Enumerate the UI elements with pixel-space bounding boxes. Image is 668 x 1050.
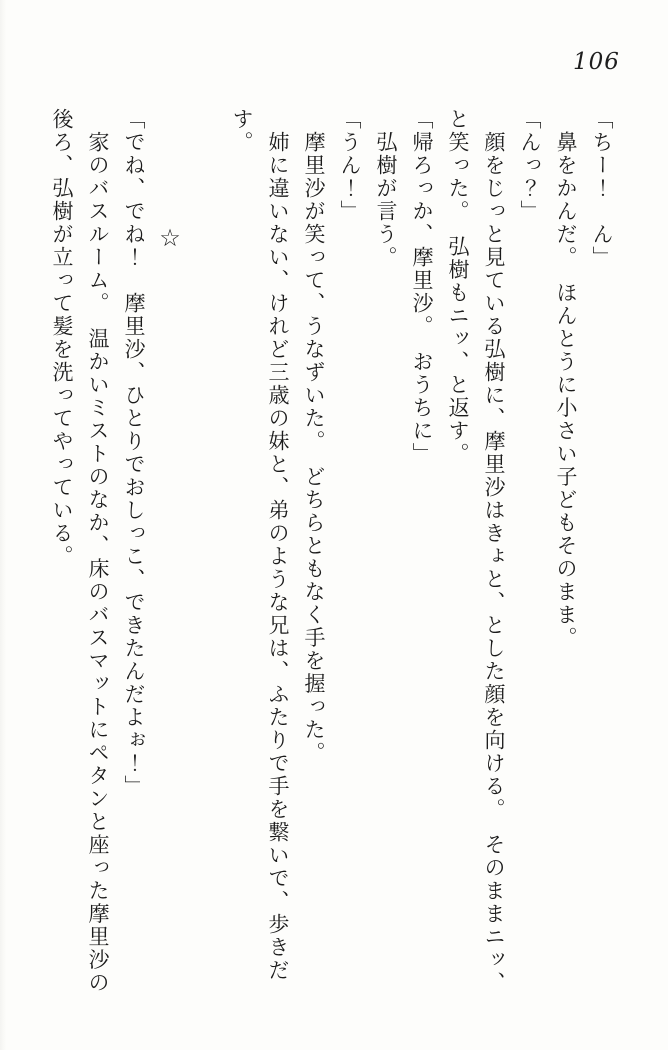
paragraph-dialogue-dene: 「でね、でね！ 摩里沙、ひとりでおしっこ、できたんだよぉ！」 [122, 108, 146, 798]
paragraph-narrative-face: 顔をじっと見ている弘樹に、摩里沙はきょと、とした顔を向ける。 そのままニッ、と笑った。 弘樹もニッ、と返す。 [446, 108, 506, 995]
paragraph-narrative-nod-hands: 摩里沙が笑って、うなずいた。 どちらともなく手を握った。 [302, 131, 326, 765]
paragraph-dialogue-kaerokka: 「帰ろっか、摩里沙。 おうちに」 [410, 108, 434, 466]
star-icon: ☆ [156, 224, 184, 254]
page-number: 106 [573, 49, 620, 75]
paragraph-dialogue-n: 「んっ？」 [518, 108, 542, 223]
section-divider [152, 108, 188, 1010]
paragraph-narrative-bathroom: 家のバスルーム。 温かいミストのなか、床のバスマットにペタンと座った摩里沙の後ろ、弘樹が立って髪を洗ってやっている。 [50, 108, 110, 995]
paragraph-dialogue-un: 「うん！」 [338, 108, 362, 223]
page-text [40, 108, 620, 1010]
paragraph-dialogue-chii: 「ちー！ ん」 [590, 108, 614, 269]
paragraph-narrative-sister-walk: 姉に違いない、けれど三歳の妹と、弟のような兄は、ふたりで手を繋いで、歩きだす。 [230, 108, 290, 982]
paragraph-narrative-hiroki-says: 弘樹が言う。 [374, 131, 398, 269]
paragraph-narrative-nose: 鼻をかんだ。 ほんとうに小さい子どもそのまま。 [554, 131, 578, 650]
